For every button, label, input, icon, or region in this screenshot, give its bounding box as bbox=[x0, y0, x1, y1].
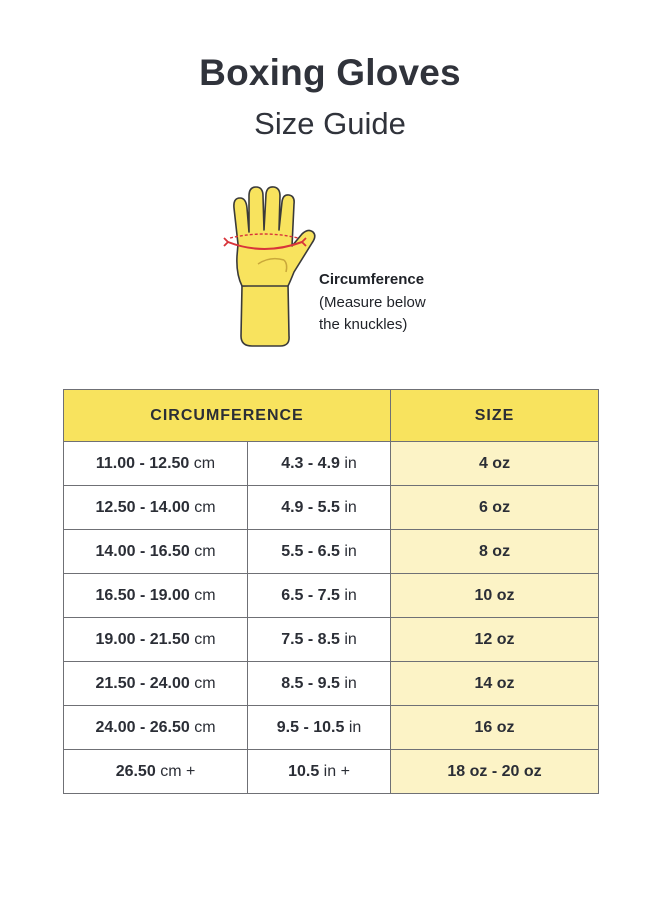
table-row bbox=[64, 486, 599, 530]
inch-range-cell: 4.3 - 4.9 in bbox=[248, 442, 391, 486]
table-row bbox=[64, 662, 599, 706]
size-table bbox=[63, 389, 599, 794]
glove-size-cell: 10 oz bbox=[391, 574, 599, 618]
inch-range-cell: 6.5 - 7.5 in bbox=[248, 574, 391, 618]
cm-range-cell: 11.00 - 12.50 cm bbox=[64, 442, 248, 486]
table-header-row bbox=[64, 390, 599, 442]
table-row bbox=[64, 750, 599, 794]
cm-range-cell: 12.50 - 14.00 cm bbox=[64, 486, 248, 530]
page-subtitle: Size Guide bbox=[254, 106, 406, 141]
table-row bbox=[64, 530, 599, 574]
table-row bbox=[64, 618, 599, 662]
cm-range-cell: 21.50 - 24.00 cm bbox=[64, 662, 248, 706]
cm-range-cell: 16.50 - 19.00 cm bbox=[64, 574, 248, 618]
circumference-label: Circumference bbox=[319, 271, 425, 288]
cm-range-cell: 14.00 - 16.50 cm bbox=[64, 530, 248, 574]
glove-size-cell: 6 oz bbox=[391, 486, 599, 530]
size-header: SIZE bbox=[391, 390, 599, 442]
inch-range-cell: 7.5 - 8.5 in bbox=[248, 618, 391, 662]
glove-size-cell: 18 oz - 20 oz bbox=[391, 750, 599, 794]
glove-size-cell: 4 oz bbox=[391, 442, 599, 486]
page-title: Boxing Gloves bbox=[199, 52, 461, 93]
glove-size-cell: 8 oz bbox=[391, 530, 599, 574]
circumference-header: CIRCUMFERENCE bbox=[64, 390, 391, 442]
glove-size-cell: 16 oz bbox=[391, 706, 599, 750]
measure-note: (Measure below the knuckles) bbox=[319, 294, 426, 333]
inch-range-cell: 9.5 - 10.5 in bbox=[248, 706, 391, 750]
cm-range-cell: 24.00 - 26.50 cm bbox=[64, 706, 248, 750]
table-row bbox=[64, 706, 599, 750]
hand-measure-icon bbox=[218, 186, 318, 348]
cm-range-cell: 26.50 cm + bbox=[64, 750, 248, 794]
inch-range-cell: 10.5 in + bbox=[248, 750, 391, 794]
measure-instructions bbox=[319, 270, 519, 336]
table-row bbox=[64, 442, 599, 486]
inch-range-cell: 8.5 - 9.5 in bbox=[248, 662, 391, 706]
glove-size-cell: 14 oz bbox=[391, 662, 599, 706]
cm-range-cell: 19.00 - 21.50 cm bbox=[64, 618, 248, 662]
glove-size-cell: 12 oz bbox=[391, 618, 599, 662]
inch-range-cell: 5.5 - 6.5 in bbox=[248, 530, 391, 574]
inch-range-cell: 4.9 - 5.5 in bbox=[248, 486, 391, 530]
table-row bbox=[64, 574, 599, 618]
